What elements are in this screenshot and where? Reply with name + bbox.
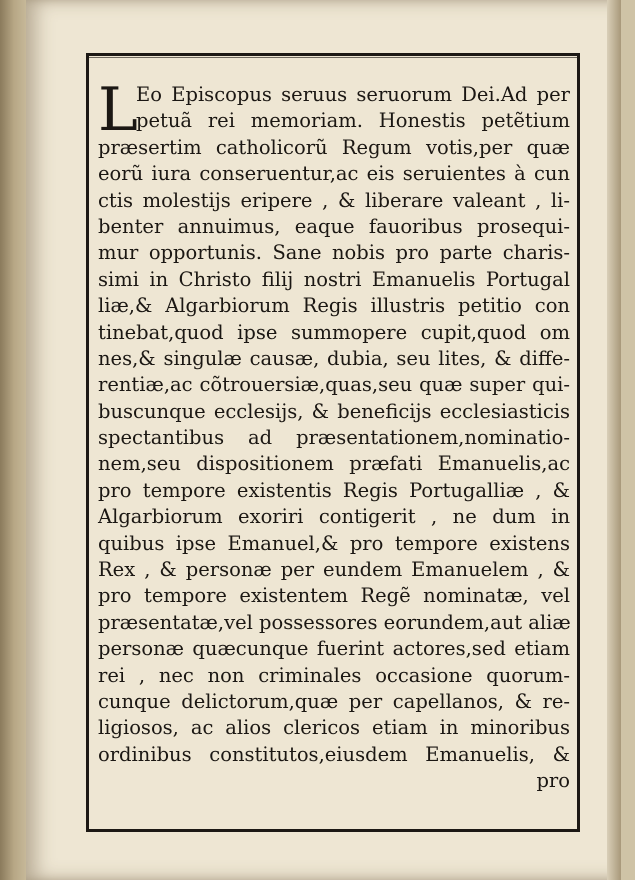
page-edge [607, 0, 621, 880]
text-line: rei , nec non criminales occasione quorum- [98, 663, 570, 687]
text-line: Algarbiorum exoriri contigerit , ne dum in [98, 505, 570, 529]
text-line: Eo Episcopus seruus seruorum Dei.Ad per [136, 83, 570, 106]
text-line: petuã rei memoriam. Honestis petẽtium [136, 109, 570, 133]
text-line: benter annuimus, eaque fauoribus prosequi- [98, 214, 570, 238]
text-line: eorũ iura conseruentur,ac eis seruientes à cun [98, 162, 570, 186]
body-text [98, 75, 571, 795]
text-line: nem,seu dispositionem præfati Emanuelis,ac [98, 452, 570, 476]
text-line: præsentatæ,vel possessores eorundem,aut aliæ [98, 610, 571, 634]
text-line: pro tempore existentis Regis Portugalliæ , & [98, 478, 570, 502]
text-line: nes,& singulæ causæ, dubia, seu lites, & diffe- [98, 346, 570, 370]
text-line: spectantibus ad præsentationem,nominatio- [98, 426, 570, 450]
text-line: rentiæ,ac cõtrouersiæ,quas,seu quæ super qui- [98, 373, 570, 397]
frame-rule-right [577, 55, 580, 832]
text-line: tinebat,quod ipse summopere cupit,quod om [98, 320, 570, 344]
text-line: personæ quæcunque fuerint actores,sed etiam [98, 637, 570, 661]
text-line: buscunque ecclesijs, & beneficijs ecclesiasticis [98, 399, 570, 423]
text-line: Rex , & personæ per eundem Emanuelem , & [98, 558, 570, 582]
text-line: præsertim catholicorũ Regum votis,per quæ [98, 135, 570, 159]
text-line: cunque delictorum,quæ per capellanos, & re- [98, 689, 570, 713]
drop-cap-initial: L [98, 75, 138, 145]
text-line: mur opportunis. Sane nobis pro parte charis- [98, 241, 570, 265]
text-line: liæ,& Algarbiorum Regis illustris petitio con [98, 294, 570, 318]
frame-rule-bottom [86, 829, 580, 832]
catchword: pro [536, 769, 570, 793]
text-line: pro tempore existentem Regẽ nominatæ, vel [98, 584, 570, 608]
frame-rule-top [86, 53, 580, 56]
text-line: simi in Christo filij nostri Emanuelis Portugal [98, 267, 570, 291]
text-line: ctis molestijs eripere , & liberare valeant , li- [98, 188, 570, 212]
text-line: ligiosos, ac alios clericos etiam in minoribus [98, 716, 570, 740]
frame-rule-left [86, 55, 89, 832]
text-line: quibus ipse Emanuel,& pro tempore existens [98, 531, 570, 555]
frame-rule-top-inner [86, 57, 580, 58]
text-line: ordinibus constitutos,eiusdem Emanuelis, & [98, 742, 570, 766]
